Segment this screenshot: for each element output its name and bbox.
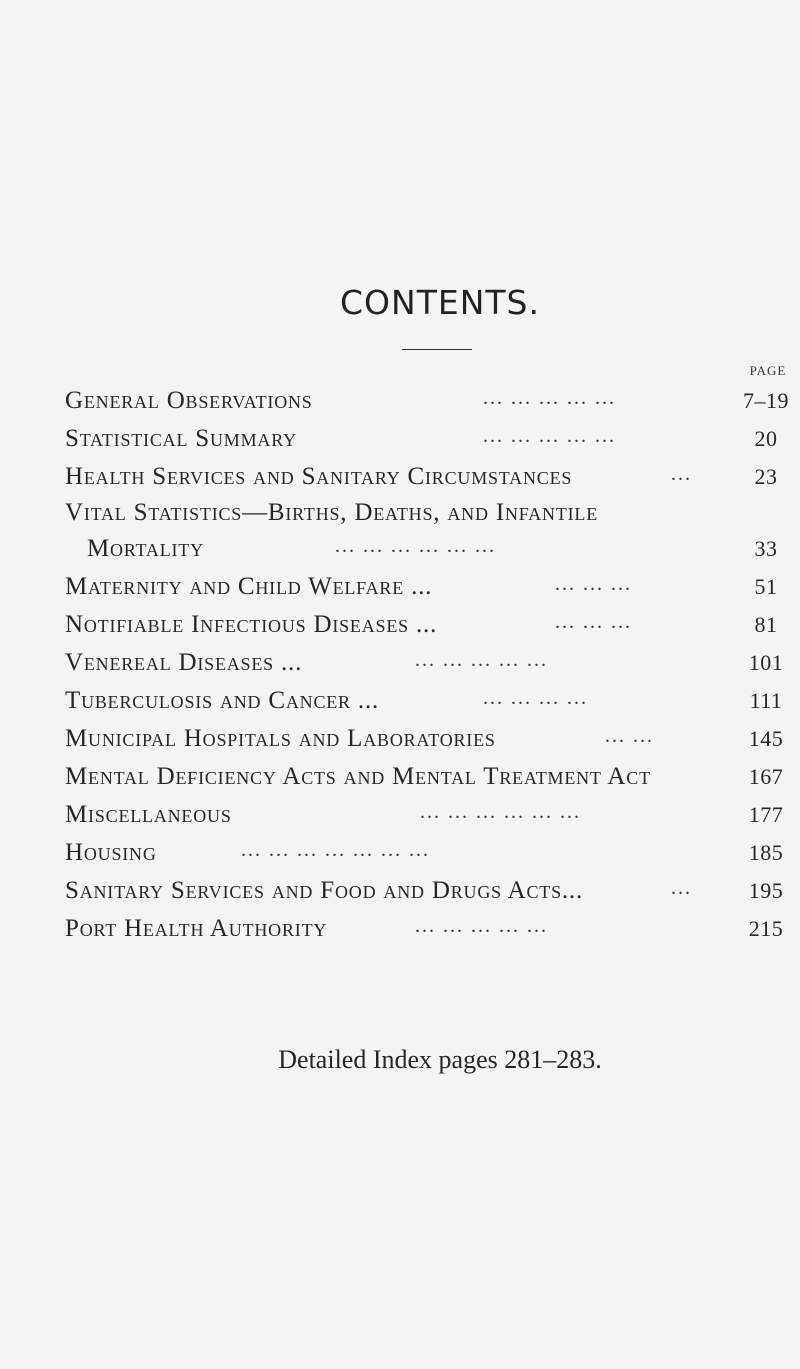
toc-leader-dots: ... ... ... ... ... <box>483 425 616 447</box>
toc-leader-dots: ... ... ... ... ... ... <box>335 535 496 557</box>
toc-entry[interactable] <box>65 387 800 421</box>
toc-entry-label: Housing <box>65 839 157 866</box>
toc-entry-page: 215 <box>748 916 784 941</box>
toc-entry-page: 185 <box>748 840 784 865</box>
toc-entry-page: 33 <box>754 536 778 561</box>
toc-entry-label: General Observations <box>65 387 313 414</box>
toc-entry[interactable] <box>65 839 800 873</box>
toc-entry[interactable] <box>65 763 800 797</box>
toc-entry-page: 195 <box>748 878 784 903</box>
toc-entry-label: Statistical Summary <box>65 425 297 452</box>
toc-entry-label: Venereal Diseases ... <box>65 649 303 676</box>
detailed-index-note: Detailed Index pages 281–283. <box>278 1045 602 1074</box>
toc-entry-label: Mental Deficiency Acts and Mental Treatment Act <box>65 763 651 790</box>
toc-leader-dots: ... ... <box>605 725 654 747</box>
toc-leader-dots: ... ... ... ... <box>483 687 588 709</box>
toc-leader-dots: ... <box>671 463 692 485</box>
toc-leader-dots: ... <box>671 877 692 899</box>
toc-entry-page: 7–19 <box>743 388 789 413</box>
toc-leader-dots: ... ... ... ... ... <box>415 915 548 937</box>
toc-entry-label: Sanitary Services and Food and Drugs Acts... <box>65 877 584 904</box>
toc-entry[interactable] <box>65 535 800 569</box>
toc-entry-label: Municipal Hospitals and Laboratories <box>65 725 496 752</box>
toc-entry-page: 23 <box>754 464 778 489</box>
toc-entry-page: 111 <box>749 688 783 713</box>
toc-entry-label: Maternity and Child Welfare ... <box>65 573 433 600</box>
toc-leader-dots: ... ... ... <box>555 611 632 633</box>
toc-entry-label: Mortality <box>87 535 204 562</box>
toc-entry-page: 167 <box>748 764 784 789</box>
toc-entry[interactable] <box>65 425 800 459</box>
toc-entry-label: Tuberculosis and Cancer ... <box>65 687 380 714</box>
page-column-heading: PAGE <box>749 363 787 378</box>
toc-entry[interactable] <box>65 573 800 607</box>
toc-leader-dots: ... ... ... ... ... ... ... <box>241 839 430 861</box>
toc-entry-label: Vital Statistics—Births, Deaths, and Infantile <box>65 499 598 526</box>
toc-entry-page: 177 <box>748 802 784 827</box>
toc-entry[interactable] <box>65 915 800 949</box>
toc-entry-label: Miscellaneous <box>65 801 232 828</box>
toc-entry-label: Port Health Authority <box>65 915 328 942</box>
toc-leader-dots: ... ... ... <box>555 573 632 595</box>
page-title: CONTENTS. <box>340 283 540 322</box>
toc-entry[interactable] <box>65 877 800 911</box>
toc-entry[interactable] <box>65 725 800 759</box>
toc-entry-page: 81 <box>754 612 778 637</box>
toc-entry[interactable] <box>65 649 800 683</box>
toc-leader-dots: ... ... ... ... ... <box>415 649 548 671</box>
toc-entry-page: 145 <box>748 726 784 751</box>
toc-entry-label: Health Services and Sanitary Circumstances <box>65 463 573 490</box>
toc-entry-label: Notifiable Infectious Diseases ... <box>65 611 438 638</box>
toc-entry-page: 51 <box>754 574 778 599</box>
toc-entry[interactable] <box>65 611 800 645</box>
toc-leader-dots: ... ... ... ... ... <box>483 387 616 409</box>
toc-entry[interactable] <box>65 499 800 533</box>
toc-entry[interactable] <box>65 463 800 497</box>
toc-entry[interactable] <box>65 801 800 835</box>
toc-entry-page: 20 <box>754 426 778 451</box>
toc-leader-dots: ... ... ... ... ... ... <box>420 801 581 823</box>
toc-entry-page: 101 <box>748 650 784 675</box>
toc-entry[interactable] <box>65 687 800 721</box>
